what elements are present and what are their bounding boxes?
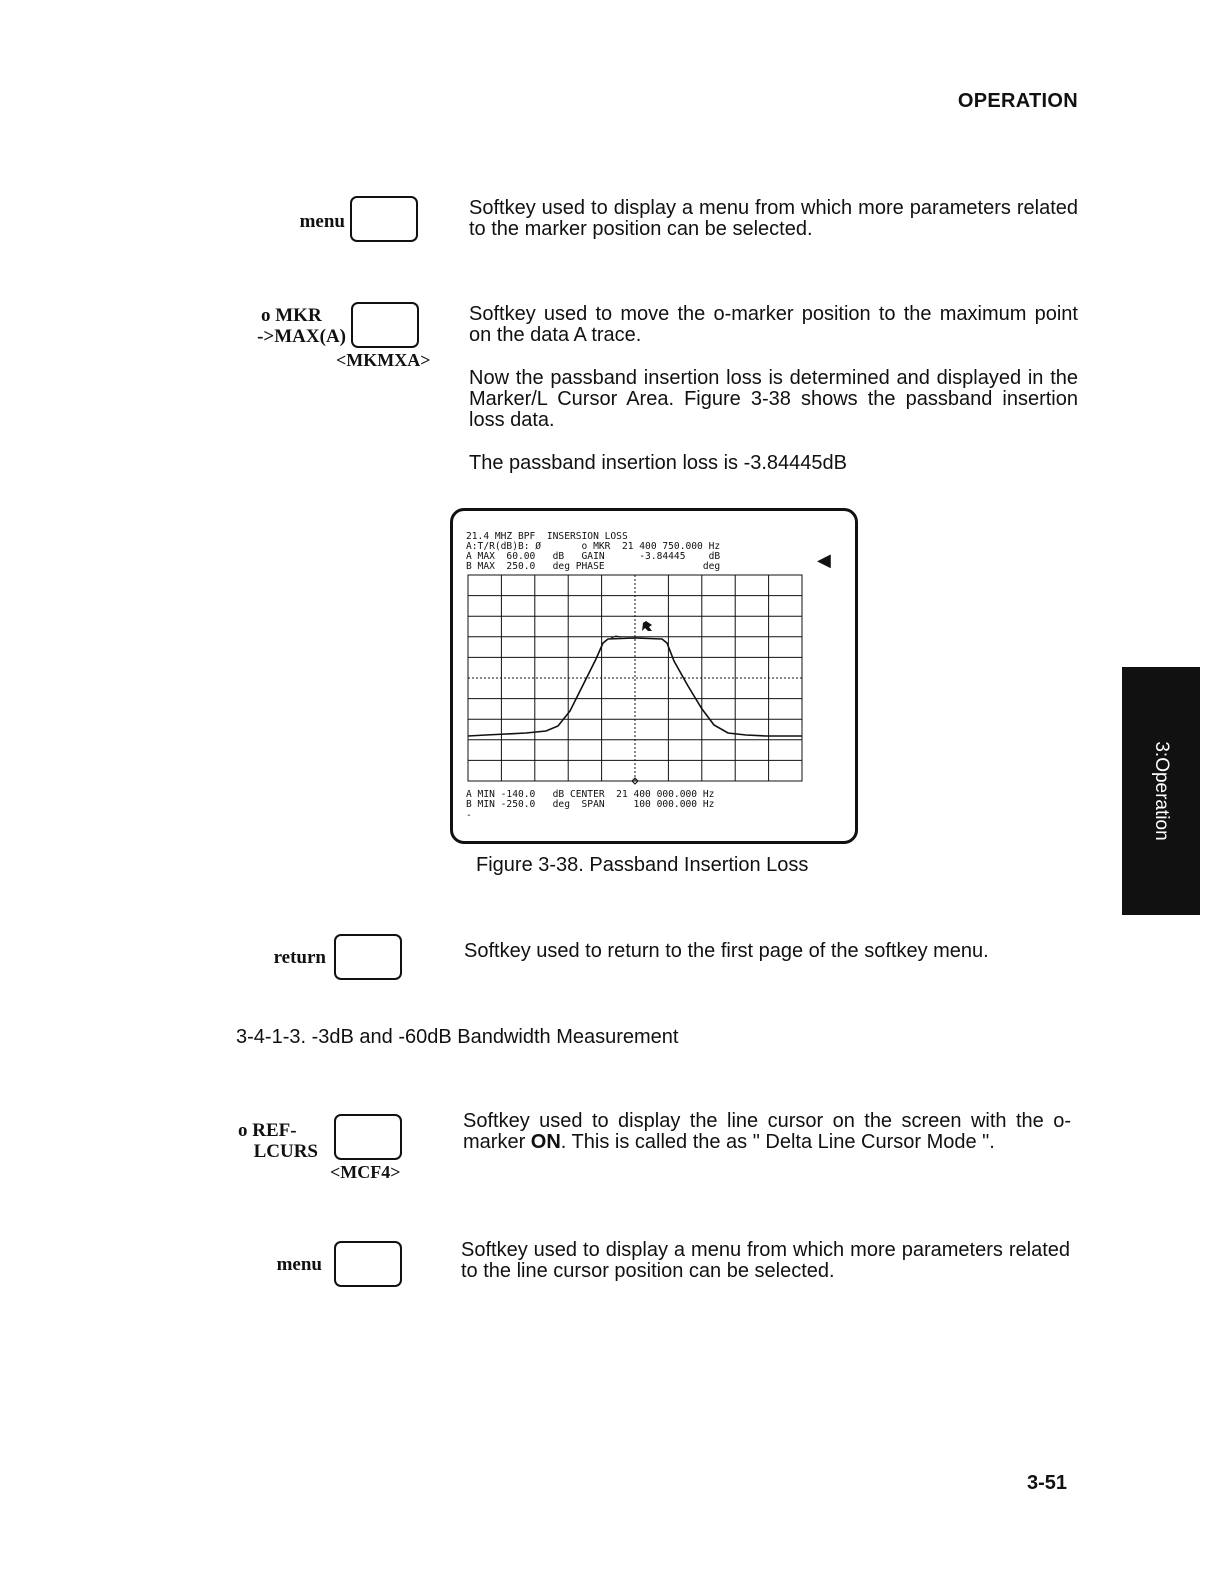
- softkey-return-label: return: [273, 947, 326, 968]
- plot-frame: [468, 575, 802, 781]
- softkey-mkr-max-code: <MKMXA>: [336, 350, 431, 370]
- insertion-loss-paragraph: Now the passband insertion loss is determined and displayed in the Marker/L Cursor Area. Figure 3-38 shows the passband insertion loss data.: [469, 367, 1078, 431]
- chapter-tab: [1122, 667, 1200, 915]
- ref-lcurs-description-on: ON: [530, 1131, 561, 1153]
- softkey-ref-lcurs-button[interactable]: [334, 1114, 402, 1160]
- section-heading: 3-4-1-3. -3dB and -60dB Bandwidth Measurement: [236, 1026, 679, 1048]
- softkey-ref-lcurs-code: <MCF4>: [330, 1162, 401, 1182]
- section-header: OPERATION: [957, 90, 1078, 112]
- softkey-mkr-max-description: Softkey used to move the o-marker position to the maximum point on the data A trace.: [469, 303, 1078, 346]
- marker-pointer-icon: [642, 621, 652, 631]
- ref-lcurs-description-part2: . This is called the as " Delta Line Cursor Mode ".: [560, 1131, 995, 1153]
- softkey-ref-lcurs-description: [463, 1111, 1071, 1153]
- softkey-menu-button[interactable]: [350, 196, 418, 242]
- softkey-menu-2-button[interactable]: [334, 1241, 402, 1287]
- marker-arrow-icon: ◀: [817, 550, 831, 570]
- screen-title: 21.4 MHZ BPF INSERSION LOSS: [466, 531, 628, 542]
- chapter-tab-label: 3:Operation: [1151, 741, 1172, 841]
- analyzer-screen: [450, 508, 858, 844]
- softkey-mkr-max-label-line2: ->MAX(A): [257, 326, 346, 347]
- softkey-mkr-max-button[interactable]: [351, 302, 419, 348]
- trace-plot: [466, 571, 806, 787]
- softkey-return-description: Softkey used to return to the first page of the softkey menu.: [464, 940, 989, 962]
- ref-lcurs-description-part1: Softkey used to display the line cursor on the screen with the o-marker: [463, 1110, 1071, 1153]
- plot-grid: [468, 575, 802, 781]
- screen-prompt: -: [466, 810, 472, 821]
- softkey-ref-lcurs-label: [238, 1120, 318, 1162]
- figure-caption: Figure 3-38. Passband Insertion Loss: [476, 854, 809, 876]
- screen-marker-line: A:T/R(dB)B: Ø o MKR 21 400 750.000 Hz: [466, 541, 721, 552]
- softkey-menu-description: Softkey used to display a menu from which more parameters related to the marker position can be selected.: [469, 197, 1078, 240]
- softkey-return-button[interactable]: [334, 934, 402, 980]
- screen-b-max-line: B MAX 250.0 deg PHASE deg: [466, 561, 721, 572]
- screen-b-min-line: B MIN -250.0 deg SPAN 100 000.000 Hz: [466, 799, 715, 810]
- softkey-ref-lcurs-label-line2: LCURS: [253, 1141, 318, 1162]
- softkey-menu-2-description: Softkey used to display a menu from which more parameters related to the line cursor position can be selected.: [461, 1239, 1070, 1282]
- insertion-loss-result: The passband insertion loss is -3.84445dB: [469, 452, 848, 474]
- softkey-menu-label: menu: [299, 211, 345, 232]
- softkey-ref-lcurs-label-line1: o REF-: [238, 1120, 297, 1141]
- screen-a-max-line: A MAX 60.00 dB GAIN -3.84445 dB: [466, 551, 721, 562]
- softkey-mkr-max-label: [200, 305, 346, 347]
- page-number: 3-51: [1026, 1472, 1067, 1494]
- softkey-mkr-max-label-line1: o MKR: [261, 305, 322, 326]
- screen-a-min-line: A MIN -140.0 dB CENTER 21 400 000.000 Hz: [466, 789, 715, 800]
- softkey-menu-2-label: menu: [276, 1254, 322, 1275]
